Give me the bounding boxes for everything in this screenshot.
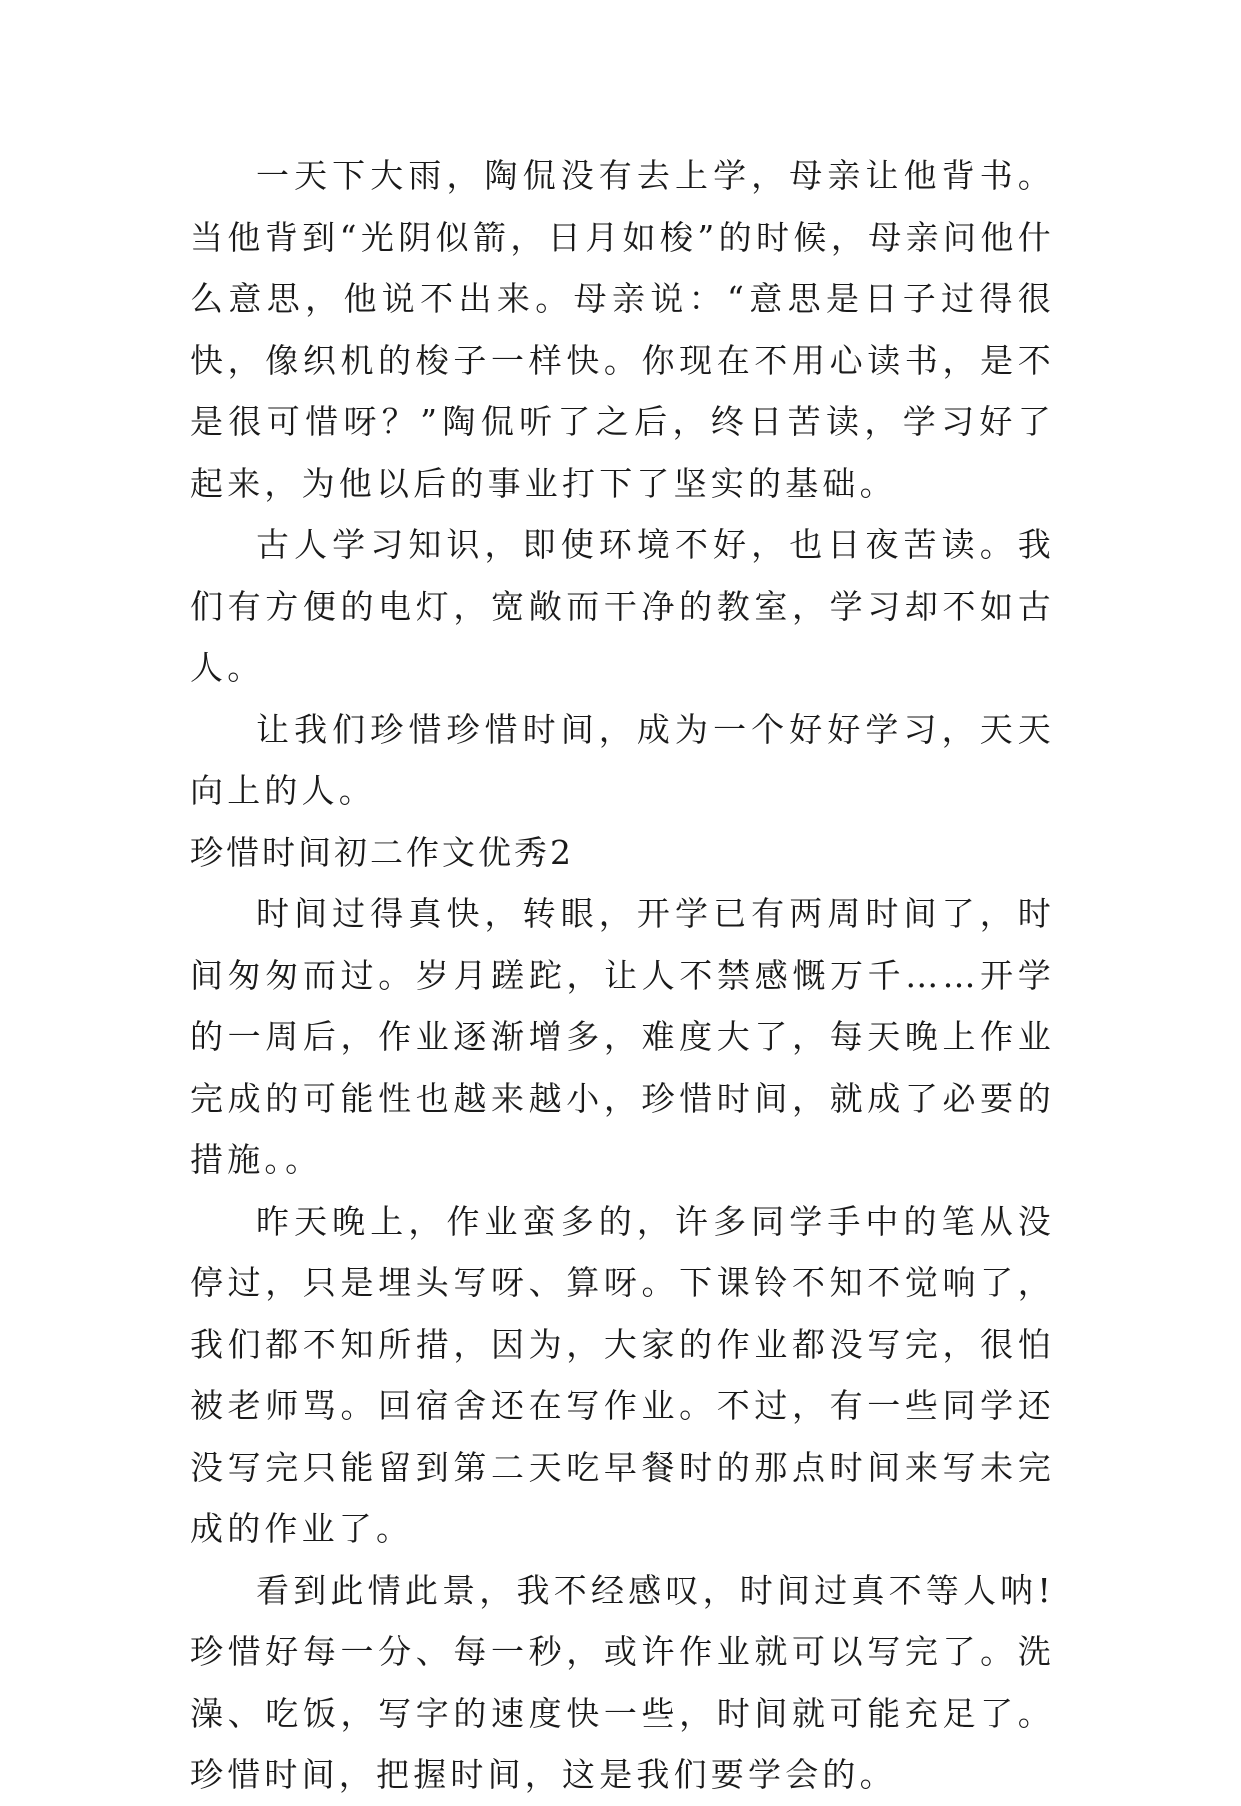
paragraph-time-flies: 时间过得真快，转眼，开学已有两周时间了，时间匆匆而过。岁月蹉跎，让人不禁感慨万千……开学的一周后，作业逐渐增多，难度大了，每天晚上作业完成的可能性也越来越小，珍惜时间，就成了必要的措施。。 xyxy=(190,894,1055,1179)
paragraph-reflection: 看到此情此景，我不经感叹，时间过真不等人呐!珍惜好每一分、每一秒，或许作业就可以写完了。洗澡、吃饭，写字的速度快一些，时间就可能充足了。珍惜时间，把握时间，这是我们要学会的。 xyxy=(190,1570,1055,1794)
paragraph-tao-kan-story: 一天下大雨，陶侃没有去上学，母亲让他背书。当他背到“光阴似箭，日月如梭”的时候，母亲问他什么意思，他说不出来。母亲说：“意思是日子过得很快，像织机的梭子一样快。你现在不用心读书，是不是很可惜呀？”陶侃听了之后，终日苦读，学习好了起来，为他以后的事业打下了坚实的基础。 xyxy=(190,156,1055,503)
paragraph-ancients-study: 古人学习知识，即使环境不好，也日夜苦读。我们有方便的电灯，宽敞而干净的教室，学习却不如古人。 xyxy=(190,525,1055,687)
paragraph-last-night: 昨天晚上，作业蛮多的，许多同学手中的笔从没停过，只是埋头写呀、算呀。下课铃不知不觉响了，我们都不知所措，因为，大家的作业都没写完，很怕被老师骂。回宿舍还在写作业。不过，有一些同学还没写完只能留到第二天吃早餐时的那点时间来写未完成的作业了。 xyxy=(190,1201,1055,1548)
essay-title: 珍惜时间初二作文优秀2 xyxy=(190,832,574,872)
paragraph-cherish-time: 让我们珍惜珍惜时间，成为一个好好学习，天天向上的人。 xyxy=(190,709,1055,810)
document-body xyxy=(190,145,1055,1806)
